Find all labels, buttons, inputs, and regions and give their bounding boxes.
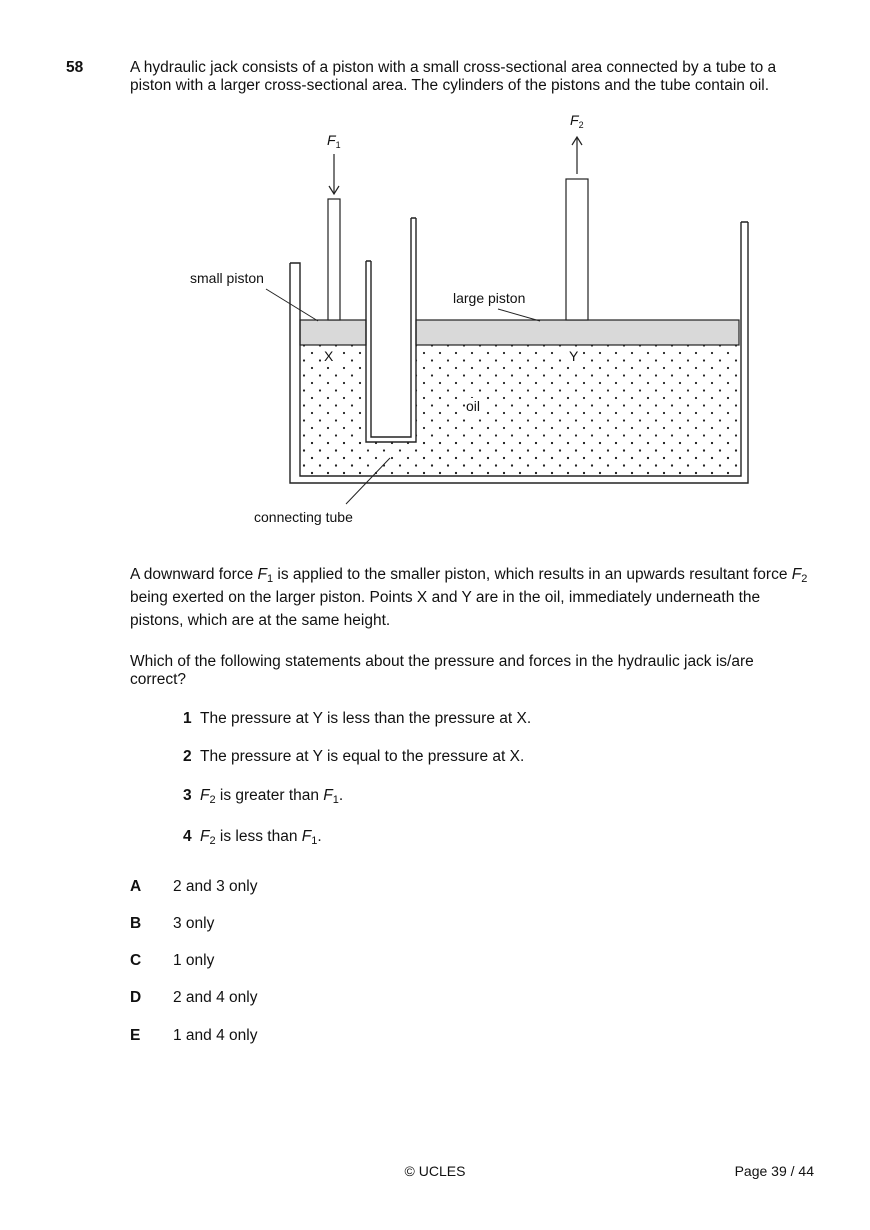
footer-publisher: © UCLES <box>404 1163 466 1179</box>
small-piston-label: small piston <box>190 270 264 286</box>
large-piston-leader <box>498 309 540 321</box>
question-intro: A hydraulic jack consists of a piston with a small cross-sectional area connected by a tube to a piston with a larger cross-sectional area. The cylinders of the pistons and the tube contain oil. <box>130 59 777 94</box>
statement-3: 3 $F_2$ is greater than $F_1$. <box>183 787 344 806</box>
option-d[interactable]: D 2 and 4 only <box>130 989 258 1006</box>
statement-1: 1 The pressure at Y is less than the pressure at X. <box>183 710 532 727</box>
point-y-label: Y <box>569 348 579 364</box>
question-number: 58 <box>66 59 84 76</box>
small-piston-leader <box>266 289 318 321</box>
hydraulic-jack-diagram <box>180 108 760 538</box>
option-a[interactable]: A 2 and 3 only <box>130 878 258 895</box>
statement-2: 2 The pressure at Y is equal to the pressure at X. <box>183 748 525 765</box>
connecting-tube-label: connecting tube <box>254 509 353 525</box>
large-piston-rod <box>566 179 588 320</box>
option-e[interactable]: E 1 and 4 only <box>130 1027 258 1044</box>
oil-label: oil <box>466 398 481 414</box>
small-piston <box>300 320 366 345</box>
point-x-label: X <box>324 348 334 364</box>
option-b[interactable]: B 3 only <box>130 915 215 932</box>
small-piston-rod <box>328 199 340 320</box>
oil-region-right <box>416 345 739 476</box>
description-paragraph: A downward force $F_1$ is applied to the smaller piston, which results in an upwards resultant force $F_2$ being exerted on the larger piston. Points X and Y are in the oil, immediately underneath the pistons, which are at the same height. <box>130 566 808 629</box>
question-prompt: Which of the following statements about the pressure and forces in the hydraulic jack is/are correct? <box>130 653 754 688</box>
statement-4: 4 $F_2$ is less than $F_1$. <box>183 828 322 847</box>
footer-page-number: Page 39 / 44 <box>734 1163 814 1179</box>
f1-label: $F_1$ <box>327 132 341 150</box>
large-piston <box>416 320 739 345</box>
large-piston-label: large piston <box>453 290 526 306</box>
f2-label: $F_2$ <box>570 112 584 130</box>
option-c[interactable]: C 1 only <box>130 952 215 969</box>
